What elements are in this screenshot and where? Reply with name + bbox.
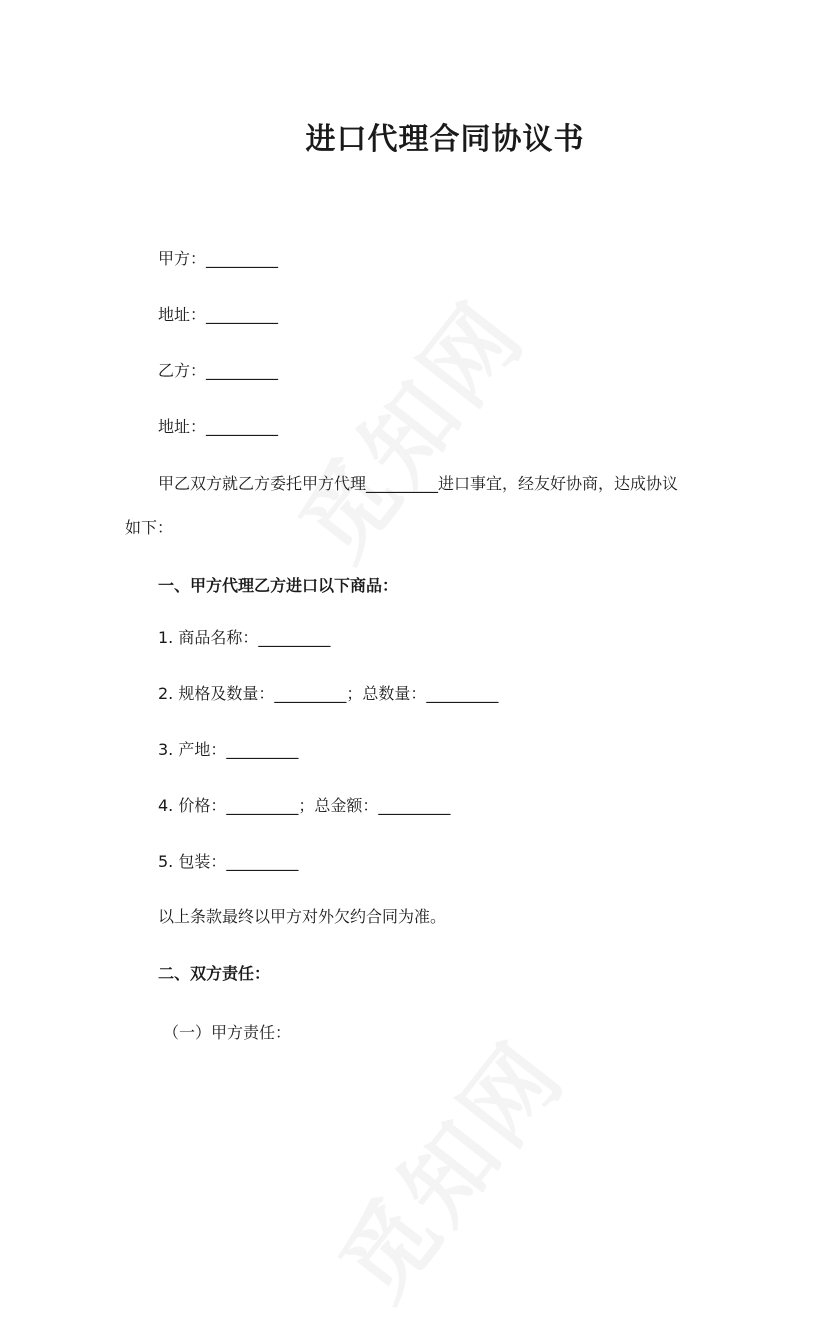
section1-heading: 一、甲方代理乙方进口以下商品： — [158, 576, 399, 595]
party-a-label: 甲方： — [158, 249, 207, 268]
section1-item-packaging: 5. 包装：_________ — [158, 852, 299, 871]
party-a-address-line — [158, 304, 278, 326]
section2-sub-heading: （一）甲方责任： — [163, 1023, 292, 1042]
party-b-address-line — [158, 416, 278, 438]
intro-paragraph-line1: 甲乙双方就乙方委托甲方代理_________进口事宜，经友好协商，达成协议 — [158, 474, 679, 493]
watermark — [304, 1010, 589, 1322]
section1-note: 以上条款最终以甲方对外欠约合同为准。 — [158, 907, 447, 926]
party-b-line — [158, 360, 278, 382]
intro-paragraph-line2: 如下： — [125, 518, 174, 537]
party-b-address-blank: _________ — [206, 417, 279, 436]
section2-heading: 二、双方责任： — [158, 964, 271, 983]
watermark — [264, 270, 549, 583]
section1-item-origin: 3. 产地：_________ — [158, 740, 299, 759]
document-title: 进口代理合同协议书 — [305, 122, 585, 157]
section1-item-price: 4. 价格：_________；总金额：_________ — [158, 796, 451, 815]
party-a-line — [158, 248, 278, 270]
party-b-address-label: 地址： — [158, 417, 207, 436]
party-b-label: 乙方： — [158, 361, 207, 380]
section1-item-spec-quantity: 2. 规格及数量：_________；总数量：_________ — [158, 684, 499, 703]
section1-item-product-name: 1. 商品名称：_________ — [158, 628, 331, 647]
party-a-blank: _________ — [206, 249, 279, 268]
party-a-address-blank: _________ — [206, 305, 279, 324]
party-a-address-label: 地址： — [158, 305, 207, 324]
party-b-blank: _________ — [206, 361, 279, 380]
